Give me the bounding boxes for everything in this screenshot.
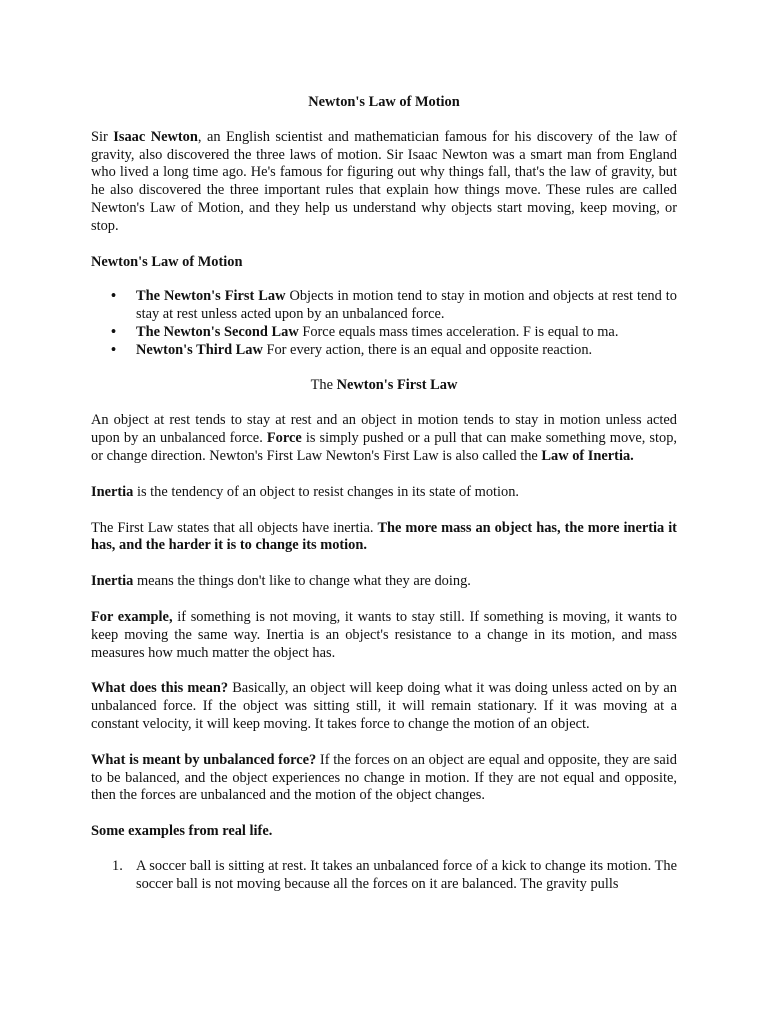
intro-text-a: Sir — [91, 128, 114, 145]
first-law-heading-prefix: The — [310, 376, 337, 393]
example-text: if something is not moving, it wants to stay still. If something is moving, it wants to keep moving the same way. Inertia is an object's resistance to a change in its motion, and mass measures how much matter the object has. — [91, 608, 677, 661]
examples-heading: Some examples from real life. — [91, 823, 273, 840]
intro-name: Isaac Newton — [113, 128, 198, 145]
bullet-icon: • — [111, 323, 117, 340]
unbalanced-paragraph — [91, 752, 677, 805]
first-law-text-b: is simply pushed or a pull that can make something move, stop, or change direction. Newton's First Law Newton's First Law is also called the — [91, 430, 678, 464]
inertia-definition — [91, 484, 677, 502]
example-label: For example, — [91, 608, 173, 625]
inertia-means-text: means the things don't like to change what they are doing. — [133, 573, 471, 590]
force-term: Force — [266, 430, 302, 447]
law-text: Force equals mass times acceleration. F is equal to ma. — [298, 323, 619, 340]
law-text: Objects in motion tend to stay in motion and objects at rest tend to stay at rest unless acted upon by an unbalanced force. — [136, 288, 677, 323]
laws-list — [91, 288, 677, 359]
intro-text-b: , an English scientist and mathematician famous for his discovery of the law of gravity, also discovered the three laws of motion. Sir Isaac Newton was a smart man from England who lived a long time ago. He's famous for figuring out why things fall, that's the law of gravity, but he also discovered the three important rules that explain how things move. These rules are called Newton's Law of Motion, and they help us understand why objects start moving, keep moving, or stop. — [91, 128, 677, 234]
inertia-means — [91, 573, 677, 591]
bullet-icon: • — [111, 288, 117, 305]
example-item-text: A soccer ball is sitting at rest. It takes an unbalanced force of a kick to change its motion. The soccer ball is not moving because all the forces on it are balanced. The gravity pulls — [136, 857, 677, 892]
list-item — [91, 324, 677, 342]
law-name: The Newton's First Law — [136, 288, 286, 305]
document-title: Newton's Law of Motion — [308, 94, 460, 110]
first-law-states-bold: The more mass an object has, the more inertia it has, and the harder it is to change its motion. — [91, 519, 677, 554]
meaning-question: What does this mean? — [91, 680, 229, 697]
law-name: Newton's Third Law — [136, 341, 263, 358]
first-law-heading-bold: Newton's First Law — [336, 376, 458, 393]
first-law-states-text: The First Law states that all objects have inertia. — [91, 519, 378, 536]
unbalanced-text: If the forces on an object are equal and opposite, they are said to be balanced, and the object experiences no change in motion. If they are not equal and opposite, then the forces are unbalanced and the motion of the object changes. — [91, 751, 677, 804]
inertia-means-term: Inertia — [91, 573, 134, 590]
inertia-term: Inertia — [91, 483, 134, 500]
laws-heading: Newton's Law of Motion — [91, 253, 243, 270]
list-item — [91, 858, 677, 894]
list-item — [91, 288, 677, 324]
inertia-definition-text: is the tendency of an object to resist changes in its state of motion. — [133, 483, 520, 500]
law-name: The Newton's Second Law — [136, 323, 299, 340]
first-law-states — [91, 520, 677, 556]
law-of-inertia-term: Law of Inertia. — [541, 447, 634, 464]
example-paragraph — [91, 609, 677, 662]
intro-paragraph — [91, 129, 677, 236]
meaning-paragraph — [91, 680, 677, 733]
meaning-text: Basically, an object will keep doing what it was doing unless acted on by an unbalanced force. If the object was sitting still, it will remain stationary. If it was moving at a constant velocity, it will keep moving. It takes force to change the motion of an object. — [91, 680, 677, 732]
list-item — [91, 342, 677, 360]
examples-list — [91, 858, 677, 894]
first-law-heading — [91, 377, 677, 395]
unbalanced-question: What is meant by unbalanced force? — [91, 751, 317, 768]
law-text: For every action, there is an equal and opposite reaction. — [262, 341, 593, 358]
first-law-paragraph — [91, 412, 677, 465]
first-law-text-a: An object at rest tends to stay at rest and an object in motion tends to stay in motion unless acted upon by an unbalanced force. — [91, 412, 677, 447]
list-number: 1. — [112, 857, 123, 874]
bullet-icon: • — [111, 341, 117, 358]
document-body — [91, 94, 677, 894]
